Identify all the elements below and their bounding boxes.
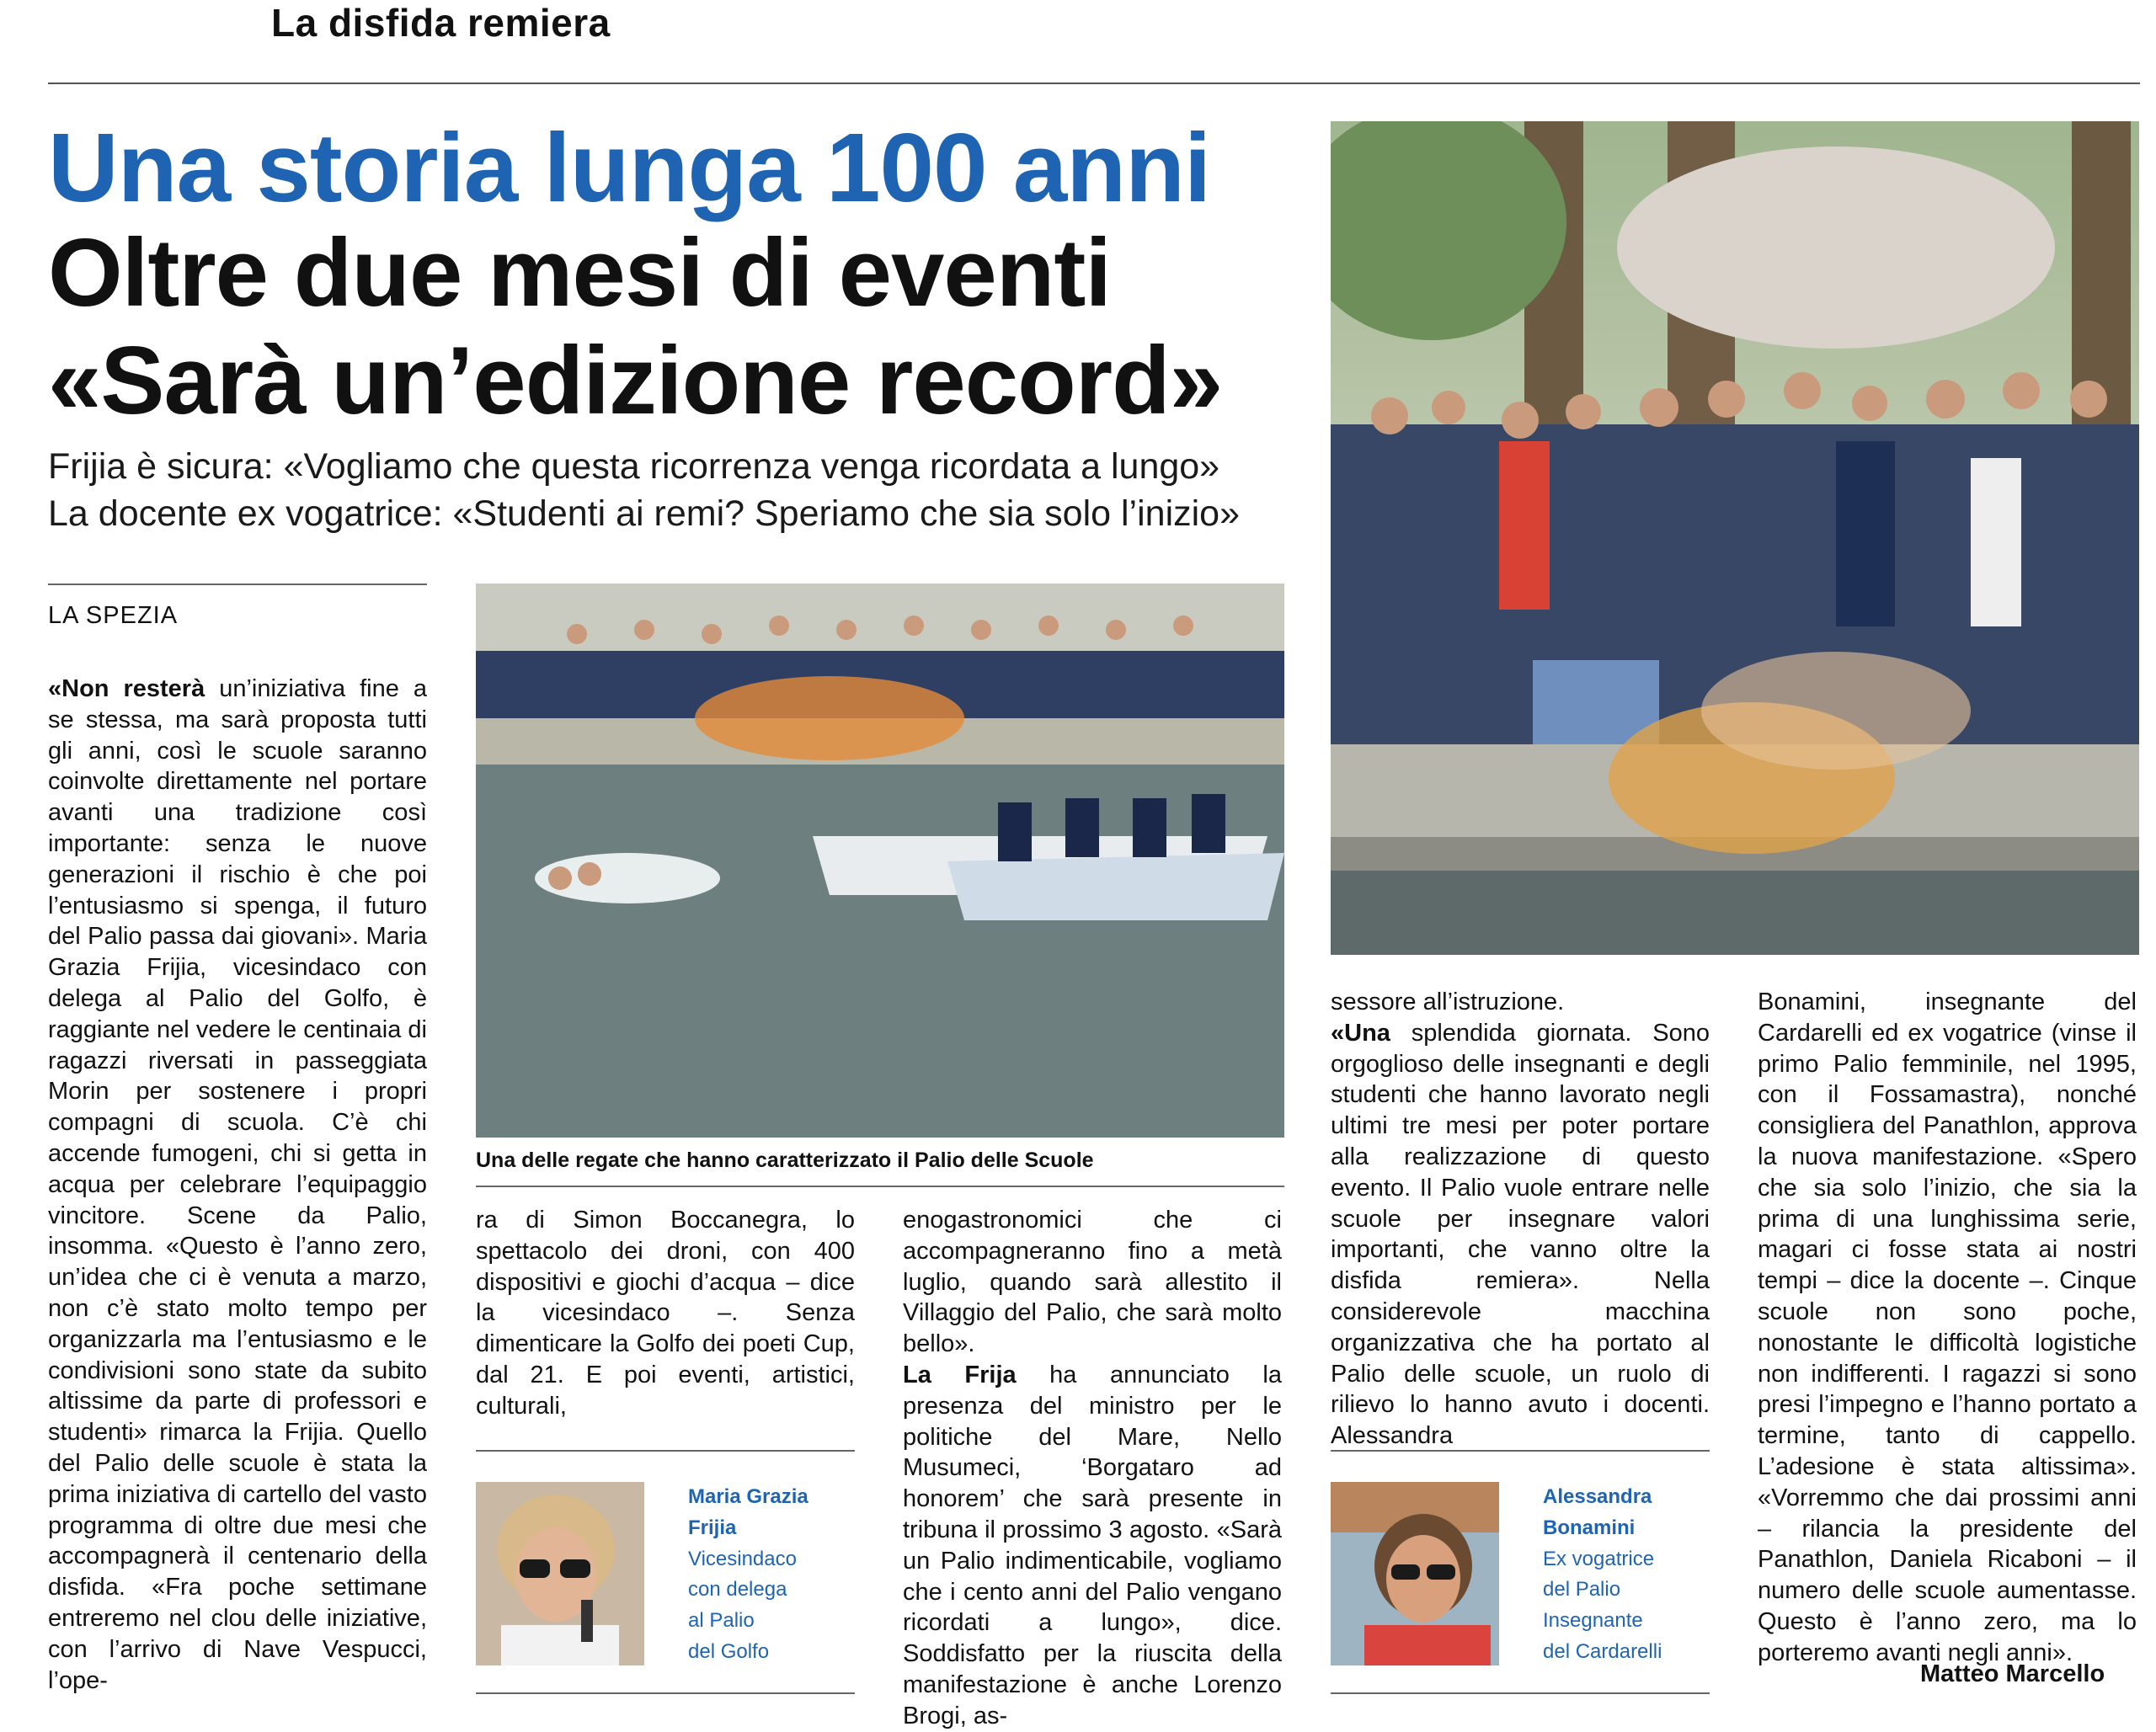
profile1-top-rule [476, 1450, 855, 1452]
profile2-name-line2: Bonamini [1543, 1516, 1636, 1539]
portrait-bonamini [1331, 1482, 1499, 1665]
headline-main-line1: Oltre due mesi di eventi [48, 220, 1112, 327]
photo-crowd-illustration [1331, 121, 2139, 955]
profile1-text [688, 1482, 857, 1668]
profile1-name-line2: Frijia [688, 1516, 737, 1539]
dateline: LA SPEZIA [48, 602, 179, 629]
column-4-text-a: sessore all’istruzione. [1331, 989, 1565, 1015]
article-column-4 [1331, 987, 1710, 1452]
headline-kicker: Una storia lunga 100 anni [48, 113, 1211, 222]
photo-caption: Una delle regate che hanno caratterizzato il Palio delle Scuole [476, 1148, 1094, 1172]
subheadline-line1: Frijia è sicura: «Vogliamo che questa ricorrenza venga ricordata a lungo» [48, 446, 1220, 487]
profile2-name-line1: Alessandra [1543, 1485, 1652, 1508]
photo-regatta-illustration [476, 584, 1284, 1138]
profile1-role-line3: al Palio [688, 1609, 755, 1633]
article-column-5 [1758, 987, 2137, 1669]
article-column-3 [903, 1205, 1282, 1732]
article-column-2 [476, 1205, 855, 1422]
column-1-text: un’iniziativa fine a se stessa, ma sarà proposta tutti gli anni, così le scuole saranno coinvolte direttamente nel portare avanti una tradizione così importante: senza le nuove generazioni il rischio è che poi l’entusiasmo si spenga, il futuro del Palio passa dai giovani». Maria Grazia Frijia, vicesindaco con delega al Palio del Golfo, è raggiante nel vedere le centinaia di ragazzi riversati in passeggiata Morin per sostenere i propri compagni di scuola. C’è chi accende fumogeni, chi si getta in acqua per celebrare l’equipaggio vincitore. Scene da Palio, insomma. «Questo è l’anno zero, un’idea che ci è venuta a marzo, non c’è stato molto tempo per organizzarla ma l’entusiasmo e le condivisioni sono state da subito altissime da parte di professori e studenti» rimarca la Frijia. Quello del Palio delle scuole è stata la prima iniziativa di cartello del vasto programma di oltre due mesi che accompagnerà il centenario della disfida. «Fra poche settimane entreremo nel clou delle iniziative, con l’arrivo di Nave Vespucci, l’ope- [48, 675, 427, 1694]
profile2-top-rule [1331, 1450, 1710, 1452]
photo-regatta [476, 584, 1284, 1138]
photo-crowd-waterfront [1331, 121, 2139, 955]
headline-main-line2: «Sarà un’edizione record» [48, 328, 1223, 434]
lead-in-bold: «Non resterà [48, 675, 205, 702]
top-divider [48, 83, 2140, 84]
profile1-bottom-rule [476, 1692, 855, 1694]
column-3-text-b: ha annunciato la presenza del ministro per le politiche del Mare, Nello Musumeci, ‘Borgataro ad honorem’ che sarà presente in tribuna il prossimo 3 agosto. «Sarà un Palio indimenticabile, vogliamo che i cento anni del Palio vengano ricordati a lungo», dice. Soddisfatto per la riuscita della manifestazione è anche Lorenzo Brogi, as- [903, 1361, 1282, 1729]
article-column-1 [48, 674, 427, 1696]
profile2-role-line1: Ex vogatrice [1543, 1547, 1655, 1570]
column-2-text: ra di Simon Boccanegra, lo spettacolo dei droni, con 400 dispositivi e giochi d’acqua – dice la vicesindaco –. Senza dimenticare la Golfo dei poeti Cup, dal 21. E poi eventi, artistici, culturali, [476, 1207, 855, 1420]
column-3-lead-bold: La Frija [903, 1361, 1017, 1388]
column-4-text-b: splendida giornata. Sono orgoglioso delle insegnanti e degli studenti che hanno lavorato negli ultimi tre mesi per poter portare alla realizzazione di questo evento. Il Palio vuole entrare nelle scuole per insegnare valori importanti, che vanno oltre la disfida remiera». Nella considerevole macchina organizzativa che ha portato al Palio delle scuole, un ruolo di rilievo lo hanno avuto i docenti. Alessandra [1331, 1019, 1710, 1450]
column-3-text-a: enogastronomici che ci accompagneranno fino a metà luglio, quando sarà allestito il Villaggio del Palio, che sarà molto bello». [903, 1207, 1282, 1358]
portrait-frijia-illustration [476, 1482, 644, 1665]
portrait-frijia [476, 1482, 644, 1665]
profile2-role-line2: del Palio [1543, 1578, 1621, 1601]
column-5-text: Bonamini, insegnante del Cardarelli ed ex vogatrice (vinse il primo Palio femminile, nel 1995, con il Fossamastra), nonché consigliera del Panathlon, approva la nuova manifestazione. «Spero che sia solo l’inizio, che sia la prima di una lunghissima serie, magari ci fosse stata ai nostri tempi – dice la docente –. Cinque scuole non sono poche, nonostante le difficoltà logistiche non indifferenti. I ragazzi si sono presi l’impegno e l’hanno portato a termine, tanto di cappello. L’adesione è stata altissima». «Vorremmo che dai prossimi anni – rilancia la presidente del Panathlon, Daniela Ricaboni – il numero delle scuole aumentasse. Questo è l’anno zero, ma lo porteremo avanti negli anni». [1758, 989, 2137, 1666]
portrait-bonamini-illustration [1331, 1482, 1499, 1665]
profile1-role-line2: con delega [688, 1578, 787, 1601]
dateline-rule [48, 584, 427, 585]
profile2-bottom-rule [1331, 1692, 1710, 1694]
caption-rule [476, 1186, 1284, 1187]
column-4-lead-bold: «Una [1331, 1019, 1390, 1047]
subheadline-line2: La docente ex vogatrice: «Studenti ai remi? Speriamo che sia solo l’inizio» [48, 493, 1241, 534]
profile2-role-line4: del Cardarelli [1543, 1639, 1662, 1663]
profile1-role-line1: Vicesindaco [688, 1547, 797, 1570]
profile2-role-line3: Insegnante [1543, 1609, 1643, 1633]
profile2-text [1543, 1482, 1711, 1668]
profile1-role-line4: del Golfo [688, 1639, 770, 1663]
section-label: La disfida remiera [271, 1, 611, 45]
profile1-name-line1: Maria Grazia [688, 1485, 808, 1508]
byline: Matteo Marcello [1920, 1660, 2105, 1687]
